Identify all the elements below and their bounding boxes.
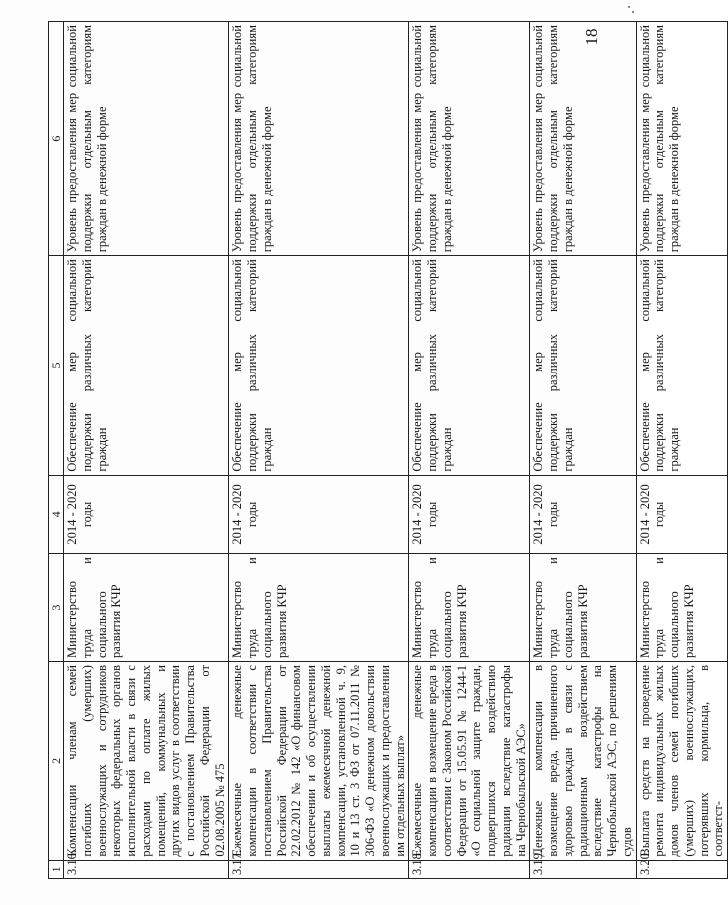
table-row bbox=[64, 22, 229, 879]
measure-description: Выплата средств на проведение ремонта индивидуальных жилых домов членов семей погибших (умерших) военнослужащих, потерявших кормильца, в соответст- bbox=[636, 662, 728, 861]
page-number: 18 bbox=[582, 28, 601, 46]
column-number: 2 bbox=[49, 662, 64, 861]
row-number: 3.17. bbox=[229, 860, 409, 878]
implementation-period: 2014 - 2020 годы bbox=[64, 475, 229, 553]
target-indicator: Уровень предоставления мер социальной поддержки отдельным категориям граждан в денежной форме bbox=[409, 22, 530, 256]
row-number: 3.20. bbox=[636, 860, 728, 878]
column-number: 6 bbox=[49, 22, 64, 256]
implementation-period: 2014 - 2020 годы bbox=[229, 475, 409, 553]
target-indicator: Уровень предоставления мер социальной поддержки отдельным категориям граждан в денежной форме bbox=[530, 22, 636, 256]
measure-description: Ежемесячные денежные компенсации в соответствии с постановлением Правительства Российской Федерации от 22.02.2012 № 142 «О финансовом обеспечении и об осуществлении выплаты ежемесячной денежной компенсации, установленной ч. 9, 10 и 13 ст. 3 ФЗ от 07.11.2011 № 306-ФЗ «О денежном довольствии военнослужащих и предоставлении им отдельных выплат» bbox=[229, 662, 409, 861]
column-number: 4 bbox=[49, 475, 64, 553]
implementation-period: 2014 - 2020 годы bbox=[530, 475, 636, 553]
implementation-period: 2014 - 2020 годы bbox=[636, 475, 728, 553]
table-row bbox=[229, 22, 409, 879]
expected-result: Обеспечение мер социальной поддержки различных категорий граждан bbox=[64, 256, 229, 475]
column-number: 3 bbox=[49, 554, 64, 662]
table-row bbox=[636, 22, 728, 879]
table-row bbox=[530, 22, 636, 879]
expected-result: Обеспечение мер социальной поддержки различных категорий граждан bbox=[229, 256, 409, 475]
responsible-executor: Министерство труда и социального развития КЧР bbox=[64, 554, 229, 662]
target-indicator: Уровень предоставления мер социальной поддержки отдельным категориям граждан в денежной форме bbox=[64, 22, 229, 256]
row-number: 3.18. bbox=[409, 860, 530, 878]
target-indicator: Уровень предоставления мер социальной поддержки отдельным категориям граждан в денежной форме bbox=[229, 22, 409, 256]
expected-result: Обеспечение мер социальной поддержки различных категорий граждан bbox=[636, 256, 728, 475]
measure-description: Ежемесячные денежные компенсации в возмещение вреда в соответствии с Законом Российской Федерации от 15.05.91 № 1244-1 «О социальной защите граждан, подвергшихся воздействию радиации вследствие катастрофы на Чернобыльской АЭС» bbox=[409, 662, 530, 861]
target-indicator: Уровень предоставления мер социальной поддержки отдельным категориям граждан в денежной форме bbox=[636, 22, 728, 256]
responsible-executor: Министерство труда и социального развития КЧР bbox=[409, 554, 530, 662]
row-number: 3.16. bbox=[64, 860, 229, 878]
row-number: 3.19. bbox=[530, 860, 636, 878]
table-row bbox=[409, 22, 530, 879]
column-number: 5 bbox=[49, 256, 64, 475]
column-number-row bbox=[49, 22, 64, 879]
responsible-executor: Министерство труда и социального развития КЧР bbox=[530, 554, 636, 662]
program-measures-table bbox=[48, 21, 728, 879]
column-number: 1 bbox=[49, 860, 64, 878]
responsible-executor: Министерство труда и социального развития КЧР bbox=[636, 554, 728, 662]
measure-description: Компенсации членам семей погибших (умерших) военнослужащих и сотрудников некоторых федеральных органов исполнительной власти в связи с расходами по оплате жилых помещений, коммунальных и других видов услуг в соответствии с постановлением Правительства Российской Федерации от 02.08.2005 № 475 bbox=[64, 662, 229, 861]
expected-result: Обеспечение мер социальной поддержки различных категорий граждан bbox=[409, 256, 530, 475]
expected-result: Обеспечение мер социальной поддержки различных категорий граждан bbox=[530, 256, 636, 475]
implementation-period: 2014 - 2020 годы bbox=[409, 475, 530, 553]
measure-description: Денежные компенсации в возмещение вреда, причиненного здоровью граждан в связи с радиационным воздействием вследствие катастрофы на Чернобыльской АЭС, по решениям судов bbox=[530, 662, 636, 861]
responsible-executor: Министерство труда и социального развития КЧР bbox=[229, 554, 409, 662]
